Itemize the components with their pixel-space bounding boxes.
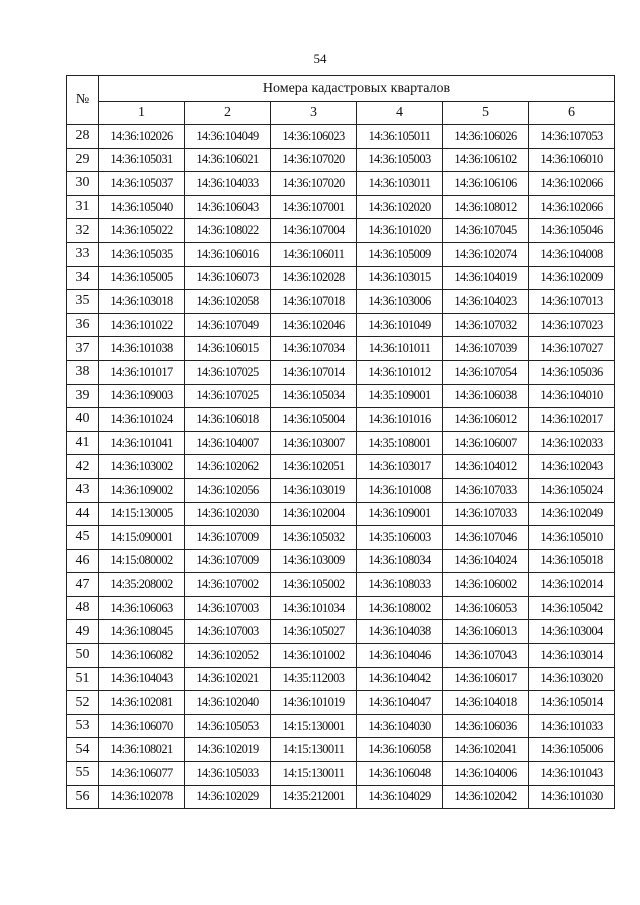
cadastral-quarter-cell: 14:36:105010 <box>529 526 615 550</box>
cadastral-quarter-cell: 14:36:102009 <box>529 266 615 290</box>
cadastral-quarter-cell: 14:36:105031 <box>99 148 185 172</box>
cadastral-quarter-cell: 14:36:104033 <box>185 172 271 196</box>
row-number: 38 <box>67 360 99 384</box>
cadastral-quarters-table <box>66 75 615 809</box>
column-index-row <box>67 102 615 125</box>
cadastral-quarter-cell: 14:36:104038 <box>357 620 443 644</box>
cadastral-quarter-cell: 14:36:107049 <box>185 313 271 337</box>
row-number: 35 <box>67 290 99 314</box>
cadastral-quarter-cell: 14:36:107003 <box>185 620 271 644</box>
cadastral-quarter-cell: 14:36:108002 <box>357 596 443 620</box>
row-number: 46 <box>67 549 99 573</box>
cadastral-quarter-cell: 14:36:107003 <box>185 596 271 620</box>
cadastral-quarter-cell: 14:36:106063 <box>99 596 185 620</box>
cadastral-quarter-cell: 14:36:102017 <box>529 408 615 432</box>
row-number: 30 <box>67 172 99 196</box>
table-row <box>67 478 615 502</box>
cadastral-quarter-cell: 14:36:101041 <box>99 431 185 455</box>
cadastral-quarter-cell: 14:36:104046 <box>357 644 443 668</box>
cadastral-quarter-cell: 14:36:107032 <box>443 313 529 337</box>
cadastral-quarter-cell: 14:36:105033 <box>185 762 271 786</box>
cadastral-quarter-cell: 14:36:106023 <box>271 125 357 149</box>
cadastral-quarter-cell: 14:35:212001 <box>271 785 357 809</box>
row-number: 45 <box>67 526 99 550</box>
cadastral-quarter-cell: 14:36:106036 <box>443 714 529 738</box>
cadastral-quarter-cell: 14:36:106002 <box>443 573 529 597</box>
cadastral-quarter-cell: 14:36:106043 <box>185 195 271 219</box>
cadastral-quarter-cell: 14:36:102028 <box>271 266 357 290</box>
cadastral-quarter-cell: 14:36:108012 <box>443 195 529 219</box>
row-number: 42 <box>67 455 99 479</box>
table-row <box>67 172 615 196</box>
cadastral-quarter-cell: 14:36:102066 <box>529 195 615 219</box>
cadastral-quarter-cell: 14:36:105035 <box>99 242 185 266</box>
cadastral-quarter-cell: 14:36:101016 <box>357 408 443 432</box>
cadastral-quarter-cell: 14:35:108001 <box>357 431 443 455</box>
cadastral-quarter-cell: 14:36:105002 <box>271 573 357 597</box>
table-row <box>67 785 615 809</box>
table-row <box>67 431 615 455</box>
table-row <box>67 620 615 644</box>
cadastral-quarter-cell: 14:36:107033 <box>443 478 529 502</box>
cadastral-quarter-cell: 14:36:103002 <box>99 455 185 479</box>
cadastral-quarter-cell: 14:36:107001 <box>271 195 357 219</box>
cadastral-quarter-cell: 14:36:102019 <box>185 738 271 762</box>
cadastral-quarter-cell: 14:15:090001 <box>99 526 185 550</box>
row-number: 49 <box>67 620 99 644</box>
table-row <box>67 360 615 384</box>
row-number: 37 <box>67 337 99 361</box>
cadastral-quarter-cell: 14:36:106018 <box>185 408 271 432</box>
cadastral-quarter-cell: 14:36:101019 <box>271 691 357 715</box>
cadastral-quarter-cell: 14:36:106077 <box>99 762 185 786</box>
cadastral-quarter-cell: 14:36:107043 <box>443 644 529 668</box>
row-number: 54 <box>67 738 99 762</box>
cadastral-quarter-cell: 14:36:109003 <box>99 384 185 408</box>
table-row <box>67 125 615 149</box>
row-number: 33 <box>67 242 99 266</box>
cadastral-quarter-cell: 14:36:105042 <box>529 596 615 620</box>
cadastral-quarter-cell: 14:36:108022 <box>185 219 271 243</box>
cadastral-quarter-cell: 14:36:104010 <box>529 384 615 408</box>
table-row <box>67 384 615 408</box>
column-index-header: 2 <box>185 102 271 125</box>
table-row <box>67 644 615 668</box>
cadastral-quarter-cell: 14:36:102021 <box>185 667 271 691</box>
cadastral-quarter-cell: 14:36:106017 <box>443 667 529 691</box>
cadastral-quarter-cell: 14:36:104019 <box>443 266 529 290</box>
row-number: 56 <box>67 785 99 809</box>
cadastral-quarter-cell: 14:15:130005 <box>99 502 185 526</box>
cadastral-quarter-cell: 14:36:106021 <box>185 148 271 172</box>
cadastral-quarter-cell: 14:36:105034 <box>271 384 357 408</box>
cadastral-quarter-cell: 14:35:109001 <box>357 384 443 408</box>
cadastral-quarter-cell: 14:15:080002 <box>99 549 185 573</box>
row-number: 44 <box>67 502 99 526</box>
cadastral-quarter-cell: 14:36:103007 <box>271 431 357 455</box>
cadastral-quarter-cell: 14:36:104006 <box>443 762 529 786</box>
table-row <box>67 573 615 597</box>
table-row <box>67 526 615 550</box>
cadastral-quarter-cell: 14:36:105032 <box>271 526 357 550</box>
cadastral-quarter-cell: 14:36:105053 <box>185 714 271 738</box>
cadastral-quarter-cell: 14:36:101024 <box>99 408 185 432</box>
cadastral-quarter-cell: 14:36:106073 <box>185 266 271 290</box>
cadastral-quarter-cell: 14:36:103011 <box>357 172 443 196</box>
cadastral-quarter-cell: 14:36:107025 <box>185 360 271 384</box>
cadastral-quarter-cell: 14:36:102058 <box>185 290 271 314</box>
cadastral-quarter-cell: 14:36:104030 <box>357 714 443 738</box>
cadastral-quarter-cell: 14:36:101034 <box>271 596 357 620</box>
cadastral-quarter-cell: 14:35:208002 <box>99 573 185 597</box>
cadastral-quarter-cell: 14:36:105011 <box>357 125 443 149</box>
row-number: 39 <box>67 384 99 408</box>
cadastral-quarter-cell: 14:36:102026 <box>99 125 185 149</box>
cadastral-quarter-cell: 14:36:106013 <box>443 620 529 644</box>
cadastral-quarter-cell: 14:36:104049 <box>185 125 271 149</box>
cadastral-quarter-cell: 14:36:104008 <box>529 242 615 266</box>
cadastral-quarter-cell: 14:36:102041 <box>443 738 529 762</box>
cadastral-quarter-cell: 14:36:101049 <box>357 313 443 337</box>
cadastral-quarter-cell: 14:36:109002 <box>99 478 185 502</box>
cadastral-quarter-cell: 14:36:108033 <box>357 573 443 597</box>
cadastral-quarter-cell: 14:15:130011 <box>271 762 357 786</box>
cadastral-quarter-cell: 14:36:106026 <box>443 125 529 149</box>
cadastral-quarter-cell: 14:36:104007 <box>185 431 271 455</box>
cadastral-quarter-cell: 14:15:130011 <box>271 738 357 762</box>
cadastral-quarter-cell: 14:36:107013 <box>529 290 615 314</box>
row-number: 51 <box>67 667 99 691</box>
cadastral-quarter-cell: 14:36:101017 <box>99 360 185 384</box>
cadastral-quarter-cell: 14:36:106082 <box>99 644 185 668</box>
cadastral-quarter-cell: 14:36:106053 <box>443 596 529 620</box>
table-row <box>67 219 615 243</box>
cadastral-quarter-cell: 14:36:107046 <box>443 526 529 550</box>
cadastral-quarter-cell: 14:36:107027 <box>529 337 615 361</box>
cadastral-quarter-cell: 14:36:102043 <box>529 455 615 479</box>
cadastral-quarter-cell: 14:36:105003 <box>357 148 443 172</box>
cadastral-quarter-cell: 14:36:106011 <box>271 242 357 266</box>
cadastral-quarter-cell: 14:36:106058 <box>357 738 443 762</box>
cadastral-quarter-cell: 14:36:106048 <box>357 762 443 786</box>
cadastral-quarter-cell: 14:36:106007 <box>443 431 529 455</box>
cadastral-quarter-cell: 14:36:104023 <box>443 290 529 314</box>
column-index-header: 1 <box>99 102 185 125</box>
page-number: 54 <box>313 51 327 66</box>
cadastral-quarter-cell: 14:36:104024 <box>443 549 529 573</box>
cadastral-quarter-cell: 14:36:107014 <box>271 360 357 384</box>
cadastral-quarter-cell: 14:36:101030 <box>529 785 615 809</box>
table-row <box>67 762 615 786</box>
cadastral-quarter-cell: 14:36:102049 <box>529 502 615 526</box>
cadastral-quarter-cell: 14:36:106102 <box>443 148 529 172</box>
cadastral-quarter-cell: 14:36:102078 <box>99 785 185 809</box>
cadastral-quarter-cell: 14:36:102040 <box>185 691 271 715</box>
row-number: 48 <box>67 596 99 620</box>
cadastral-quarter-cell: 14:36:107002 <box>185 573 271 597</box>
table-row <box>67 714 615 738</box>
column-index-header: 3 <box>271 102 357 125</box>
cadastral-quarter-cell: 14:36:106010 <box>529 148 615 172</box>
cadastral-quarter-cell: 14:36:105006 <box>529 738 615 762</box>
cadastral-quarter-cell: 14:36:103020 <box>529 667 615 691</box>
cadastral-quarter-cell: 14:36:107020 <box>271 172 357 196</box>
cadastral-quarter-cell: 14:36:101008 <box>357 478 443 502</box>
cadastral-quarter-cell: 14:36:102066 <box>529 172 615 196</box>
cadastral-quarter-cell: 14:36:107009 <box>185 549 271 573</box>
cadastral-quarter-cell: 14:36:103006 <box>357 290 443 314</box>
cadastral-quarter-cell: 14:36:101012 <box>357 360 443 384</box>
cadastral-quarter-cell: 14:15:130001 <box>271 714 357 738</box>
table-row <box>67 266 615 290</box>
row-number: 28 <box>67 125 99 149</box>
row-number: 55 <box>67 762 99 786</box>
cadastral-quarter-cell: 14:36:107033 <box>443 502 529 526</box>
row-number: 43 <box>67 478 99 502</box>
table-row <box>67 738 615 762</box>
number-column-header: № <box>67 76 99 125</box>
column-index-header: 6 <box>529 102 615 125</box>
cadastral-quarter-cell: 14:36:105022 <box>99 219 185 243</box>
column-index-header: 4 <box>357 102 443 125</box>
cadastral-quarter-cell: 14:36:107025 <box>185 384 271 408</box>
cadastral-quarters-header: Номера кадастровых кварталов <box>99 76 615 102</box>
cadastral-quarter-cell: 14:36:102042 <box>443 785 529 809</box>
cadastral-quarter-cell: 14:36:108045 <box>99 620 185 644</box>
cadastral-quarter-cell: 14:36:101038 <box>99 337 185 361</box>
table-row <box>67 313 615 337</box>
row-number: 32 <box>67 219 99 243</box>
cadastral-quarter-cell: 14:36:101002 <box>271 644 357 668</box>
row-number: 53 <box>67 714 99 738</box>
cadastral-quarter-cell: 14:36:103018 <box>99 290 185 314</box>
column-index-header: 5 <box>443 102 529 125</box>
cadastral-quarter-cell: 14:36:104029 <box>357 785 443 809</box>
table-row <box>67 242 615 266</box>
cadastral-quarter-cell: 14:36:102029 <box>185 785 271 809</box>
row-number: 29 <box>67 148 99 172</box>
cadastral-quarter-cell: 14:35:106003 <box>357 526 443 550</box>
cadastral-quarter-cell: 14:36:108034 <box>357 549 443 573</box>
cadastral-quarter-cell: 14:36:102030 <box>185 502 271 526</box>
row-number: 47 <box>67 573 99 597</box>
cadastral-quarter-cell: 14:36:102056 <box>185 478 271 502</box>
cadastral-quarter-cell: 14:36:107023 <box>529 313 615 337</box>
cadastral-quarter-cell: 14:36:107020 <box>271 148 357 172</box>
cadastral-quarter-cell: 14:36:101022 <box>99 313 185 337</box>
cadastral-quarter-cell: 14:36:102074 <box>443 242 529 266</box>
row-number: 40 <box>67 408 99 432</box>
table-row <box>67 455 615 479</box>
cadastral-quarter-cell: 14:36:101011 <box>357 337 443 361</box>
cadastral-quarter-cell: 14:36:107045 <box>443 219 529 243</box>
cadastral-quarter-cell: 14:36:107034 <box>271 337 357 361</box>
cadastral-quarter-cell: 14:36:105005 <box>99 266 185 290</box>
cadastral-quarter-cell: 14:36:104018 <box>443 691 529 715</box>
table-row <box>67 502 615 526</box>
cadastral-quarter-cell: 14:36:101043 <box>529 762 615 786</box>
table-row <box>67 667 615 691</box>
cadastral-quarter-cell: 14:36:101020 <box>357 219 443 243</box>
cadastral-quarter-cell: 14:36:109001 <box>357 502 443 526</box>
cadastral-quarter-cell: 14:36:103019 <box>271 478 357 502</box>
cadastral-quarter-cell: 14:36:103004 <box>529 620 615 644</box>
cadastral-quarter-cell: 14:36:102033 <box>529 431 615 455</box>
cadastral-quarter-cell: 14:36:103014 <box>529 644 615 668</box>
table-row <box>67 290 615 314</box>
cadastral-quarter-cell: 14:36:104043 <box>99 667 185 691</box>
cadastral-quarter-cell: 14:36:101033 <box>529 714 615 738</box>
table-body <box>67 125 615 809</box>
table-row <box>67 691 615 715</box>
cadastral-quarter-cell: 14:36:105046 <box>529 219 615 243</box>
cadastral-quarter-cell: 14:36:106106 <box>443 172 529 196</box>
cadastral-quarter-cell: 14:36:103017 <box>357 455 443 479</box>
cadastral-quarter-cell: 14:36:106016 <box>185 242 271 266</box>
cadastral-quarter-cell: 14:36:105018 <box>529 549 615 573</box>
cadastral-quarter-cell: 14:36:107018 <box>271 290 357 314</box>
cadastral-quarter-cell: 14:36:105014 <box>529 691 615 715</box>
cadastral-quarter-cell: 14:36:104012 <box>443 455 529 479</box>
cadastral-quarter-cell: 14:36:107054 <box>443 360 529 384</box>
table-row <box>67 148 615 172</box>
cadastral-quarter-cell: 14:36:106015 <box>185 337 271 361</box>
row-number: 41 <box>67 431 99 455</box>
row-number: 34 <box>67 266 99 290</box>
cadastral-quarter-cell: 14:36:105024 <box>529 478 615 502</box>
table-row <box>67 596 615 620</box>
cadastral-quarter-cell: 14:36:102020 <box>357 195 443 219</box>
cadastral-quarter-cell: 14:36:102052 <box>185 644 271 668</box>
cadastral-quarter-cell: 14:36:105009 <box>357 242 443 266</box>
cadastral-quarter-cell: 14:36:107039 <box>443 337 529 361</box>
cadastral-quarter-cell: 14:36:107009 <box>185 526 271 550</box>
row-number: 31 <box>67 195 99 219</box>
table-row <box>67 408 615 432</box>
cadastral-quarter-cell: 14:36:106012 <box>443 408 529 432</box>
cadastral-quarter-cell: 14:36:108021 <box>99 738 185 762</box>
cadastral-quarter-cell: 14:36:102081 <box>99 691 185 715</box>
cadastral-quarter-cell: 14:36:102014 <box>529 573 615 597</box>
cadastral-quarter-cell: 14:36:107053 <box>529 125 615 149</box>
cadastral-quarter-cell: 14:36:105040 <box>99 195 185 219</box>
cadastral-quarter-cell: 14:36:106070 <box>99 714 185 738</box>
cadastral-quarter-cell: 14:36:107004 <box>271 219 357 243</box>
cadastral-quarter-cell: 14:36:106038 <box>443 384 529 408</box>
cadastral-quarter-cell: 14:36:102051 <box>271 455 357 479</box>
cadastral-quarter-cell: 14:36:104042 <box>357 667 443 691</box>
cadastral-quarter-cell: 14:36:102004 <box>271 502 357 526</box>
table-row <box>67 337 615 361</box>
cadastral-quarter-cell: 14:36:105027 <box>271 620 357 644</box>
row-number: 52 <box>67 691 99 715</box>
cadastral-quarter-cell: 14:35:112003 <box>271 667 357 691</box>
row-number: 36 <box>67 313 99 337</box>
table-row <box>67 195 615 219</box>
cadastral-quarter-cell: 14:36:105004 <box>271 408 357 432</box>
table-row <box>67 549 615 573</box>
cadastral-quarter-cell: 14:36:103009 <box>271 549 357 573</box>
cadastral-quarter-cell: 14:36:104047 <box>357 691 443 715</box>
cadastral-quarter-cell: 14:36:105036 <box>529 360 615 384</box>
row-number: 50 <box>67 644 99 668</box>
cadastral-quarter-cell: 14:36:103015 <box>357 266 443 290</box>
cadastral-quarter-cell: 14:36:102046 <box>271 313 357 337</box>
cadastral-quarter-cell: 14:36:102062 <box>185 455 271 479</box>
cadastral-quarter-cell: 14:36:105037 <box>99 172 185 196</box>
